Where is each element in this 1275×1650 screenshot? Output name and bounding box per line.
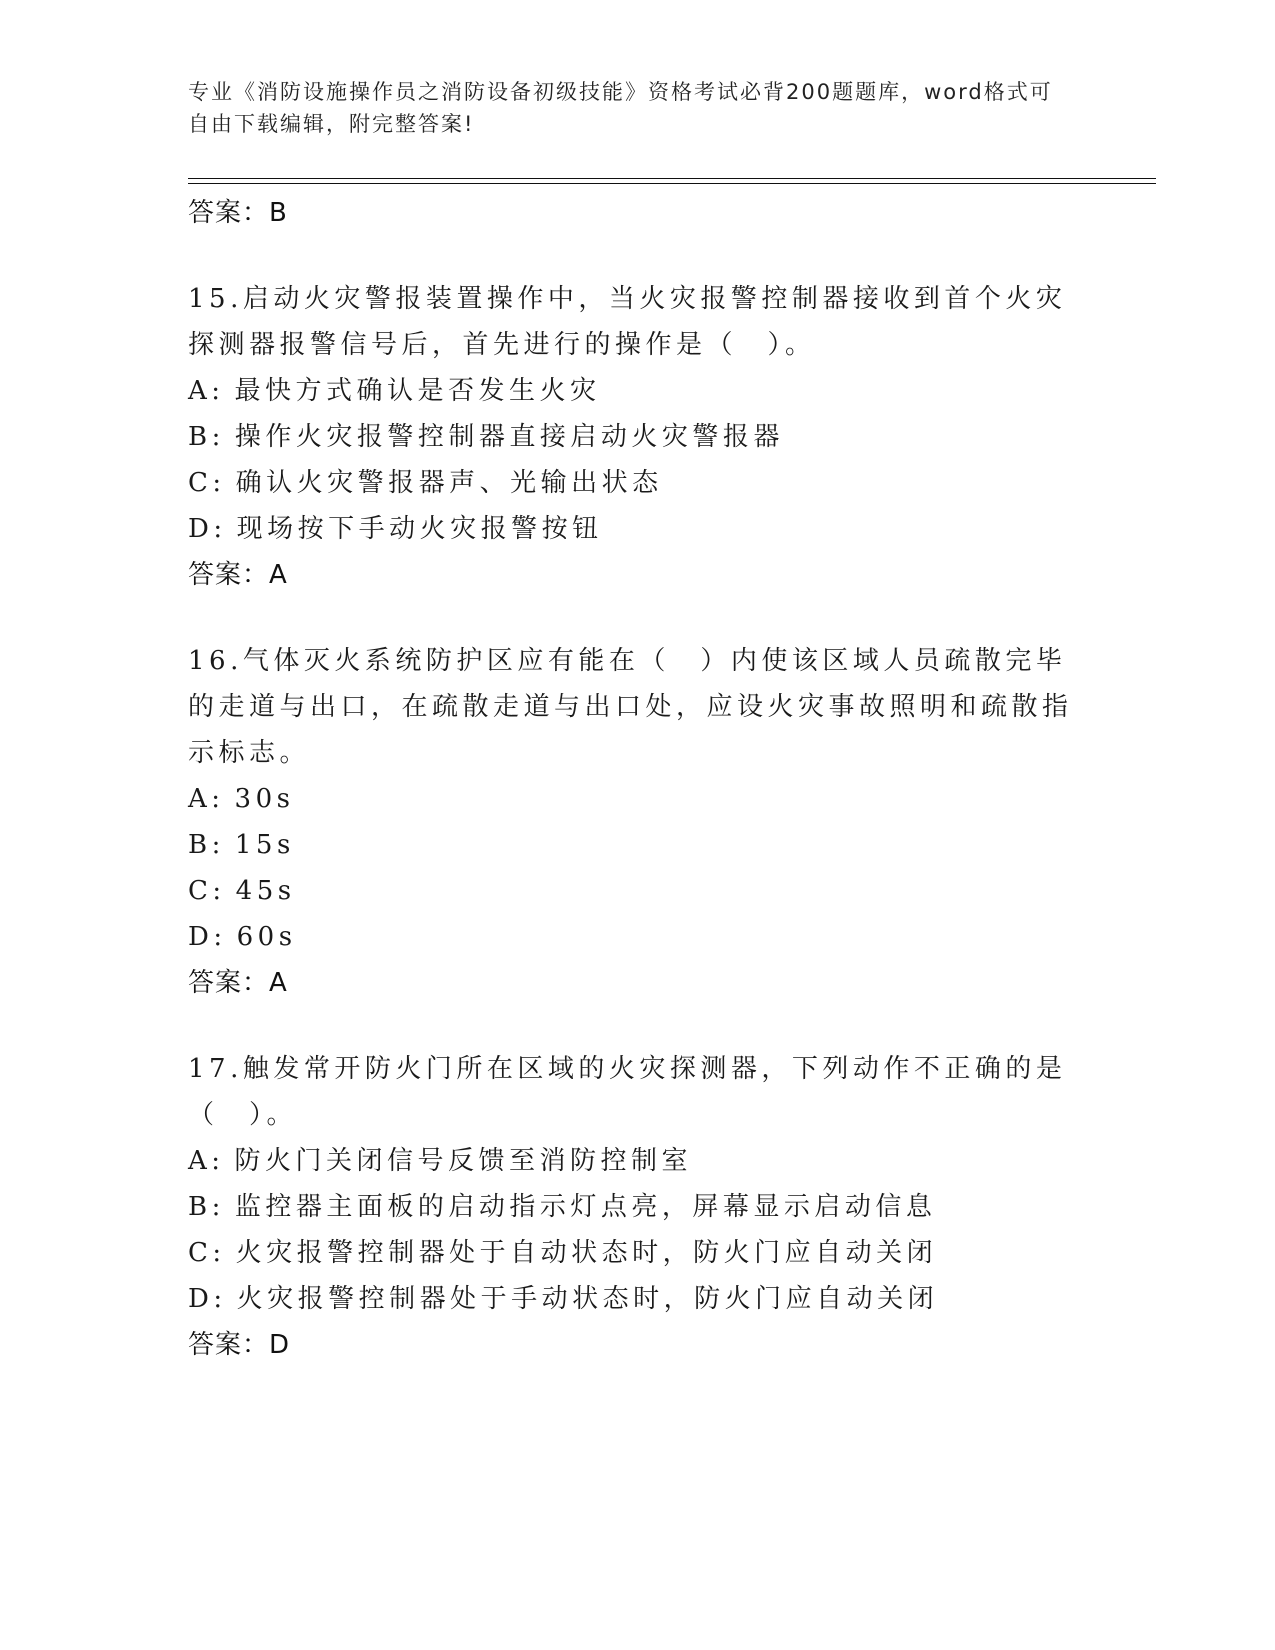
question-answer: 答案：D: [188, 1330, 291, 1360]
option-text: 现场按下手动火灾报警按钮: [236, 514, 603, 544]
option-text: 30s: [234, 784, 295, 814]
option-c: [188, 460, 1088, 506]
option-key: B:: [188, 1192, 225, 1222]
question-block: [188, 276, 1088, 598]
option-key: C:: [188, 876, 226, 906]
option-key: A:: [188, 784, 225, 814]
option-key: A:: [188, 1146, 225, 1176]
question-text: 16.气体灭火系统防护区应有能在（ ）内使该区域人员疏散完毕的走道与出口，在疏散走道与出口处，应设火灾事故照明和疏散指示标志。: [188, 646, 1073, 768]
option-b: [188, 1184, 1088, 1230]
option-key: D:: [188, 922, 227, 952]
question-block: [188, 1046, 1088, 1368]
option-text: 60s: [236, 922, 297, 952]
previous-answer: 答案：B: [188, 198, 288, 228]
option-key: A:: [188, 376, 225, 406]
option-key: C:: [188, 468, 226, 498]
option-b: [188, 414, 1088, 460]
option-key: B:: [188, 422, 225, 452]
question-block: [188, 638, 1088, 1006]
option-text: 防火门关闭信号反馈至消防控制室: [234, 1146, 693, 1176]
option-text: 火灾报警控制器处于自动状态时，防火门应自动关闭: [235, 1238, 938, 1268]
option-text: 火灾报警控制器处于手动状态时，防火门应自动关闭: [236, 1284, 939, 1314]
document-body: [188, 190, 1088, 1368]
option-key: C:: [188, 1238, 226, 1268]
option-text: 最快方式确认是否发生火灾: [234, 376, 601, 406]
question-text: 15.启动火灾警报装置操作中，当火灾报警控制器接收到首个火灾探测器报警信号后，首先进行的操作是（ ）。: [188, 284, 1067, 360]
document-header: 专业《消防设施操作员之消防设备初级技能》资格考试必背200题题库，word格式可自由下载编辑，附完整答案!: [188, 80, 1053, 136]
option-d: [188, 506, 1088, 552]
option-key: D:: [188, 1284, 227, 1314]
option-c: [188, 1230, 1088, 1276]
option-b: [188, 822, 1088, 868]
option-d: [188, 914, 1088, 960]
option-text: 操作火灾报警控制器直接启动火灾警报器: [234, 422, 784, 452]
question-answer: 答案：A: [188, 968, 288, 998]
option-a: [188, 1138, 1088, 1184]
header-rule-bottom: [188, 183, 1156, 184]
question-text: 17.触发常开防火门所在区域的火灾探测器，下列动作不正确的是（ ）。: [188, 1054, 1067, 1130]
option-d: [188, 1276, 1088, 1322]
option-text: 15s: [234, 830, 295, 860]
question-answer: 答案：A: [188, 560, 288, 590]
option-text: 确认火灾警报器声、光输出状态: [235, 468, 663, 498]
option-key: B:: [188, 830, 225, 860]
header-rule-top: [188, 178, 1156, 179]
option-key: D:: [188, 514, 227, 544]
option-text: 45s: [235, 876, 296, 906]
option-text: 监控器主面板的启动指示灯点亮，屏幕显示启动信息: [234, 1192, 937, 1222]
option-c: [188, 868, 1088, 914]
option-a: [188, 368, 1088, 414]
option-a: [188, 776, 1088, 822]
